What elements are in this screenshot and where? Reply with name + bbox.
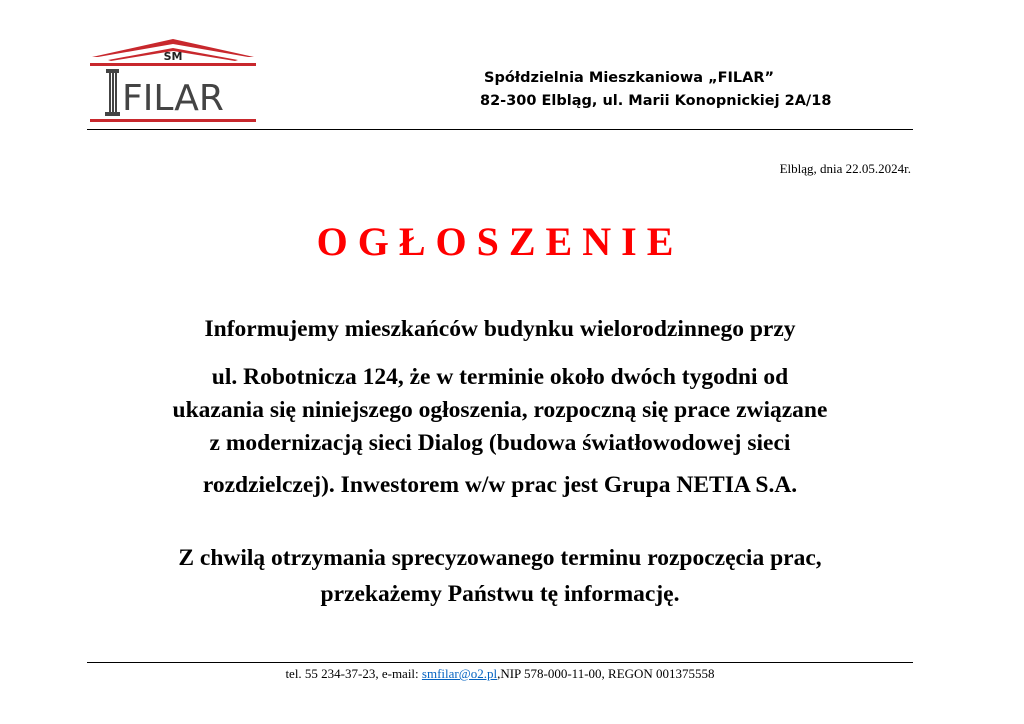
- logo-badge-text: SM: [163, 50, 183, 63]
- announcement-line: rozdzielczej). Inwestorem w/w prac jest Grupa NETIA S.A.: [202, 472, 798, 498]
- document-date: Elbląg, dnia 22.05.2024r.: [779, 161, 911, 176]
- organization-name: Spółdzielnia Mieszkaniowa „FILAR”: [484, 70, 775, 86]
- announcement-line: ukazania się niniejszego ogłoszenia, rozpoczną się prace związane: [172, 397, 828, 423]
- logo-base-beam: [90, 119, 256, 122]
- organization-address: 82-300 Elbląg, ul. Marii Konopnickiej 2A/18: [480, 93, 832, 109]
- header-divider: [87, 129, 913, 130]
- company-logo: [88, 36, 258, 126]
- email-link[interactable]: smfilar@o2.pl: [421, 666, 498, 681]
- closing-line: przekażemy Państwu tę informację.: [320, 581, 680, 607]
- logo-top-beam: [90, 63, 256, 66]
- announcement-line: Informujemy mieszkańców budynku wielorodzinnego przy: [204, 316, 796, 342]
- footer-divider: [87, 662, 913, 663]
- footer-phone-text: tel. 55 234-37-23, e-mail:: [285, 666, 422, 681]
- logo-pillar-base: [105, 112, 120, 116]
- filar-logo-graphic: [88, 36, 258, 126]
- announcement-line: z modernizacją sieci Dialog (budowa światłowodowej sieci: [209, 430, 791, 456]
- closing-line: Z chwilą otrzymania sprecyzowanego terminu rozpoczęcia prac,: [178, 545, 822, 571]
- announcement-title: OGŁOSZENIE: [316, 219, 684, 264]
- footer-registry-text: ,NIP 578-000-11-00, REGON 001375558: [497, 666, 715, 681]
- logo-name-text: FILAR: [122, 78, 224, 119]
- logo-pillar-capital: [106, 69, 119, 73]
- announcement-line: ul. Robotnicza 124, że w terminie około dwóch tygodni od: [211, 364, 789, 390]
- contact-footer: [0, 666, 1000, 682]
